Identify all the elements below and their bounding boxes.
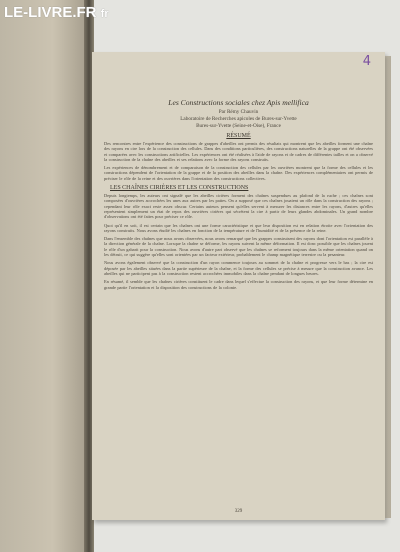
affiliation-line-1: Laboratoire de Recherches apicoles de Bures-sur-Yvette: [180, 116, 297, 122]
page-edge: [385, 56, 391, 518]
article-meta: [92, 109, 385, 130]
watermark-text: LE-LIVRE.FR: [4, 4, 97, 21]
watermark-suffix: fr: [100, 8, 109, 20]
article-author: Par Rémy Chauvin: [218, 109, 259, 115]
section-heading: LES CHAÎNES CIRIÈRES ET LES CONSTRUCTIONS: [110, 185, 249, 192]
section-paragraph: Depuis longtemps, les auteurs ont signalé que les abeilles cirières forment des chaînes suspendues au plafond de la ruche ; ces chaînes sont composées d'ouvrières accrochées les unes aux autres par les pattes. On a supposé que ces chaînes jouaient un rôle dans la construction des rayons ; cependant leur rôle exact reste assez obscur. Certains auteurs pensent qu'elles servent à mesurer les distances entre les rayons, d'autres qu'elles représentent simplement un état de repos des ouvrières cirières qui sécrètent la cire à partir de leurs glandes abdominales. Un grand nombre d'observations ont été faites pour préciser ce rôle.: [104, 193, 373, 220]
section-body: [92, 193, 385, 290]
resume-body: [92, 141, 385, 181]
section-paragraph: Quoi qu'il en soit, il est certain que les chaînes ont une forme caractéristique et que leur disposition est en relation étroite avec l'orientation des rayons construits. Nous avons étudié les chaînes en fonction de la température et de l'humidité et de la présence de la reine.: [104, 222, 373, 233]
section-paragraph: Dans l'ensemble des chaînes que nous avons observées, nous avons remarqué que les grappes construisent des rayons dont l'orientation est parallèle à la direction générale de la chaîne. Lorsque la chaîne se déforme, les rayons suivent la même déformation. Il est donc possible que les chaînes jouent le rôle d'un gabarit pour la construction. Nous avons d'autre part observé que les chaînes se reforment toujours dans la même orientation quand on les détruit, ce qui suggère qu'elles sont orientées par un facteur extérieur, probablement le champ magnétique terrestre ou la pesanteur.: [104, 236, 373, 258]
book-page: [92, 52, 385, 520]
resume-paragraph: Les expériences de dénombrement et de comparaison de la construction des cellules par les ouvrières montrent que la forme des cellules et les constructions dépendent de l'orientation de la grappe et de la position des abeilles dans la chaîne. Des expériences complémentaires ont permis de préciser le rôle de la reine et des ouvrières dans l'orientation des constructions collectives.: [104, 165, 373, 181]
facing-page: [0, 0, 88, 552]
watermark-logo: [4, 4, 109, 21]
article-title: Les Constructions sociales chez Apis mellifica: [168, 98, 309, 107]
resume-heading: RÉSUMÉ: [226, 133, 251, 139]
page-number: 329: [234, 509, 243, 514]
handwritten-page-mark: 4: [362, 54, 371, 69]
resume-paragraph: Des rencontres entre l'expérience des constructions de grappes d'abeilles ont permis des résultats qui montrent que les abeilles forment une chaîne des rayons en cire lors de la construction des cellules. Dans des conditions particulières, des constructions naturelles de la grappe ont été observées et comparées avec les constructions artificielles. Les expériences ont été réalisées à l'aide de rayons et de cadres de différentes tailles et on a observé la construction de la chaîne des abeilles et ses relations avec la forme des rayons construits.: [104, 141, 373, 162]
section-paragraph: Nous avons également observé que la construction d'un rayon commence toujours au sommet de la chaîne et progresse vers le bas ; la cire est déposée par les abeilles situées dans la partie supérieure de la chaîne, et la forme des cellules se précise à mesure que la construction avance. Les abeilles qui ne participent pas à la construction restent accrochées immobiles dans la chaîne pendant de longues heures.: [104, 260, 373, 276]
affiliation-line-2: Bures-sur-Yvette (Seine-et-Oise), France: [196, 123, 281, 129]
section-paragraph: En résumé, il semble que les chaînes cirières constituent le cadre dans lequel s'effectue la construction des rayons, et que leur forme détermine en grande partie l'orientation et la disposition des constructions de la colonie.: [104, 279, 373, 290]
